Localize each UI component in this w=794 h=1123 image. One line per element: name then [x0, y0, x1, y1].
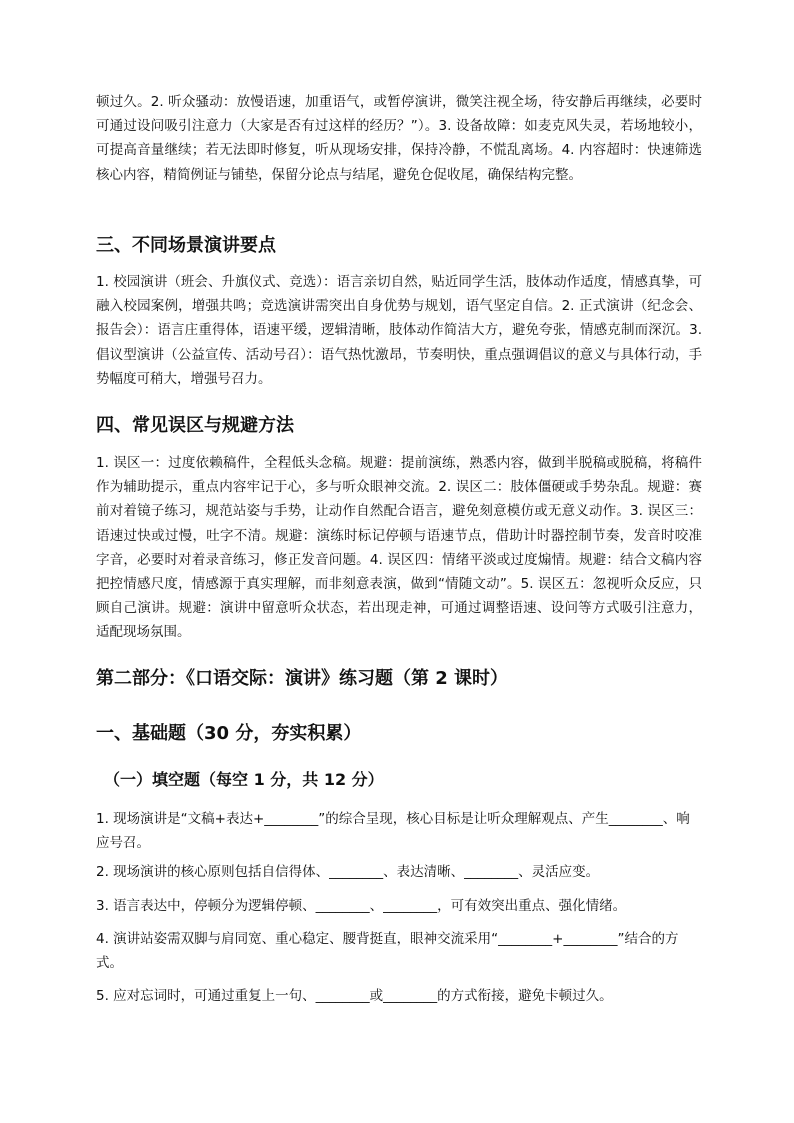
fill-in-blank-heading: （一）填空题（每空 1 分，共 12 分） [104, 770, 384, 789]
question-item: 3. 语言表达中，停顿分为逻辑停顿、________、________，可有效突出重点、强化情绪。 [96, 898, 627, 914]
basic-questions-heading: 一、基础题（30 分，夯实积累） [96, 723, 362, 744]
question-item: 2. 现场演讲的核心原则包括自信得体、________、表达清晰、________、灵活应变。 [96, 864, 600, 880]
part-2-heading: 第二部分：《口语交际：演讲》练习题（第 2 课时） [96, 668, 509, 689]
section-3-heading: 三、不同场景演讲要点 [96, 235, 276, 256]
section-4-body: 1. 误区一：过度依赖稿件，全程低头念稿。规避：提前演练，熟悉内容，做到半脱稿或脱稿，将稿件作为辅助提示，重点内容牢记于心，多与听众眼神交流。2. 误区二：肢体僵硬或手势杂乱。规避：赛前对着镜子练习，规范站姿与手势，让动作自然配合语言，避免刻意模仿或无意义动作。3. 误区三：语速过快或过慢，吐字不清。规避：演练时标记停顿与语速节点，借助计时器控制节奏，发音时咬准字音，必要时对着录音练习，修正发音问题。4. 误区四：情绪平淡或过度煽情。规避：结合文稿内容把控情感尺度，情感源于真实理解，而非刻意表演，做到“情随文动”。5. 误区五：忽视听众反应，只顾自己演讲。规避：演讲中留意听众状态，若出现走神，可通过调整语速、设问等方式吸引注意力，适配现场氛围。 [96, 455, 702, 641]
section-3-body: 1. 校园演讲（班会、升旗仪式、竞选）：语言亲切自然，贴近同学生活，肢体动作适度，情感真挚，可融入校园案例，增强共鸣；竞选演讲需突出自身优势与规划，语气坚定自信。2. 正式演讲（纪念会、报告会）：语言庄重得体，语速平缓，逻辑清晰，肢体动作简洁大方，避免夸张，情感克制而深沉。3. 倡议型演讲（公益宣传、活动号召）：语气热忱激昂，节奏明快，重点强调倡议的意义与具体行动，手势幅度可稍大，增强号召力。 [96, 274, 702, 387]
section-4-heading: 四、常见误区与规避方法 [96, 415, 294, 436]
question-item: 4. 演讲站姿需双脚与肩同宽、重心稳定、腰背挺直，眼神交流采用“________+________”结合的方式。 [96, 931, 679, 972]
question-item: 5. 应对忘词时，可通过重复上一句、________或________的方式衔接，避免卡顿过久。 [96, 988, 613, 1004]
question-item: 1. 现场演讲是“文稿+表达+________”的综合呈现，核心目标是让听众理解观点、产生________、响应号召。 [96, 811, 690, 852]
continued-paragraph: 顿过久。2. 听众骚动：放慢语速，加重语气，或暂停演讲，微笑注视全场，待安静后再继续，必要时可通过设问吸引注意力（大家是否有过这样的经历？”）。3. 设备故障：如麦克风失灵，若场地较小，可提高音量继续；若无法即时修复，听从现场安排，保持冷静，不慌乱离场。4. 内容超时：快速筛选核心内容，精简例证与铺垫，保留分论点与结尾，避免仓促收尾，确保结构完整。 [96, 94, 702, 183]
